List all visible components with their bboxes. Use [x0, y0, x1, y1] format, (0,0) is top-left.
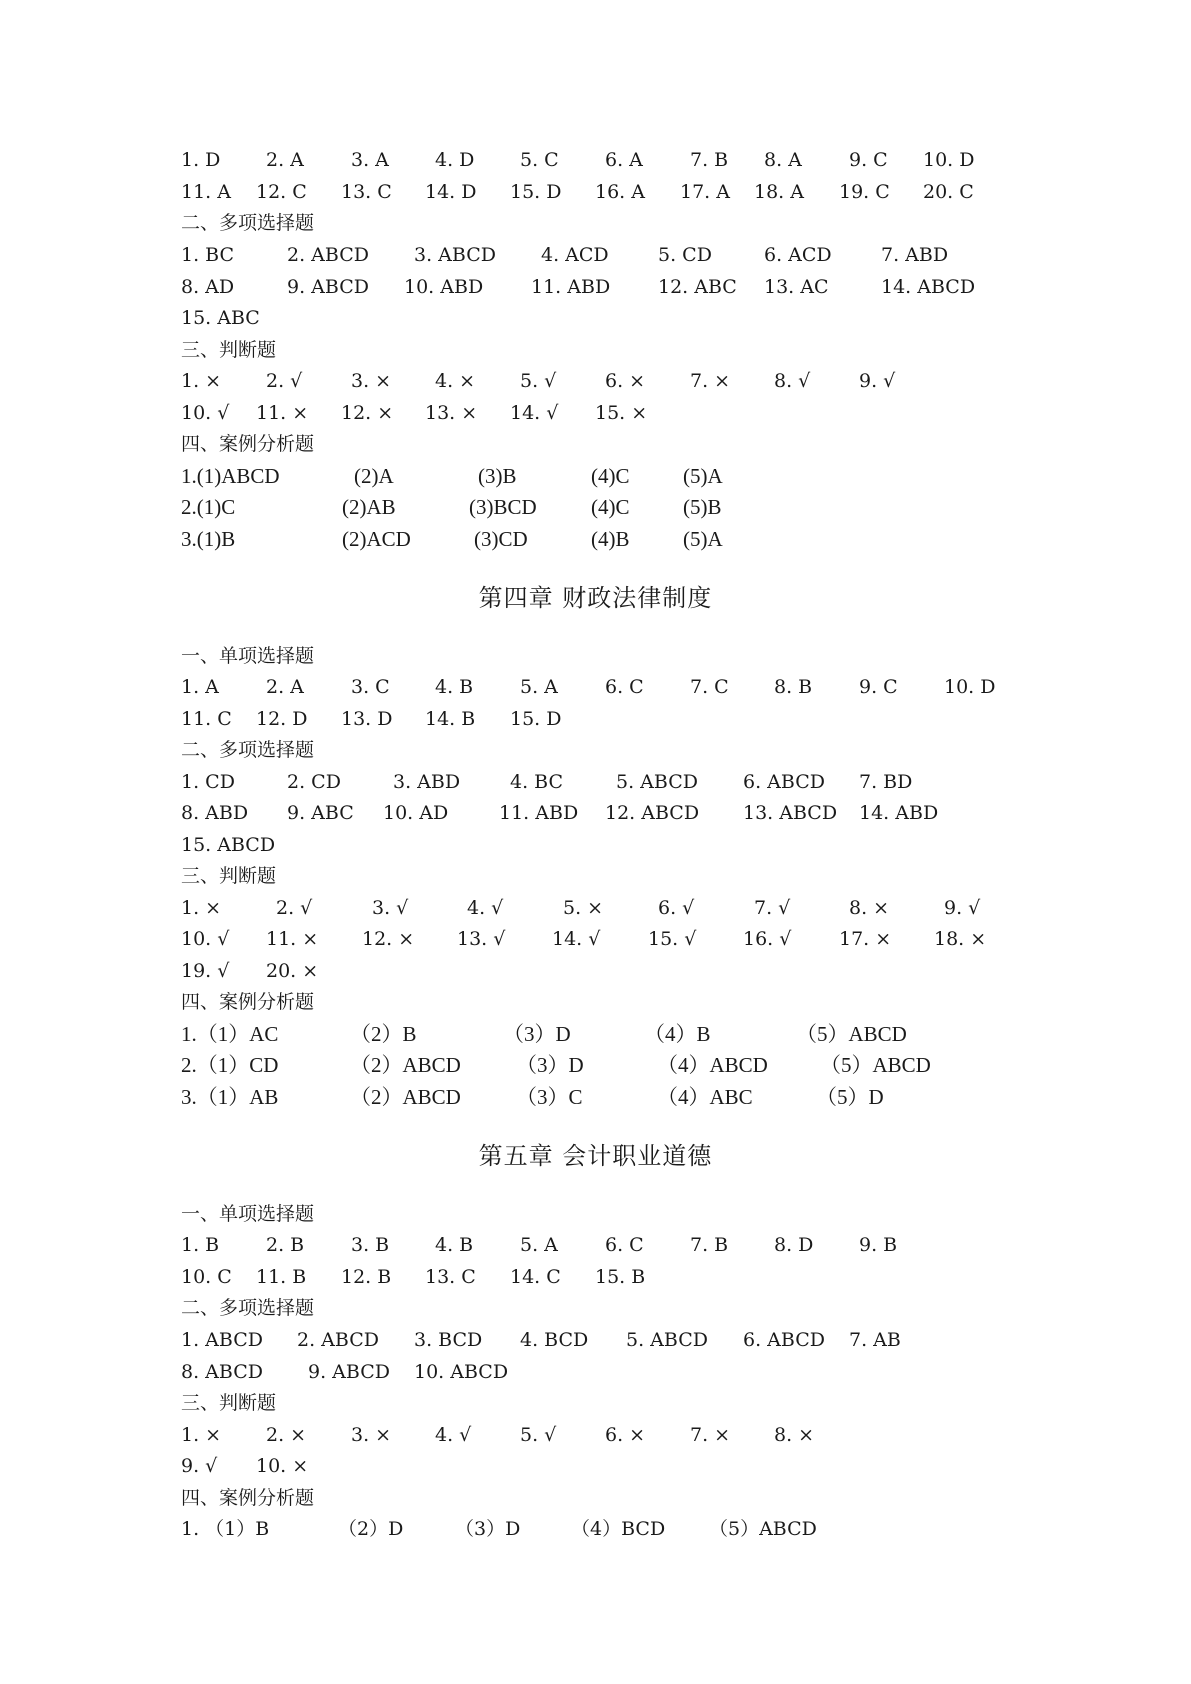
ch5-single-row-2 [0, 1261, 1191, 1293]
answer-item: 16. A [595, 181, 645, 203]
answer-item: 2. × [266, 1424, 307, 1446]
answer-item: 9. √ [181, 1455, 218, 1477]
answer-item: 5. A [520, 1234, 558, 1256]
answer-item: 15. B [595, 1266, 646, 1288]
answer-item: 4. B [435, 676, 474, 698]
answer-item: 10. D [923, 149, 975, 171]
answer-item: 1. BC [181, 244, 235, 266]
answer-item: 16. √ [743, 928, 792, 950]
answer-item: 13. ABCD [743, 802, 838, 824]
answer-item: 13. AC [764, 276, 829, 298]
ch5-case-row-1 [0, 1513, 1191, 1545]
answer-item: 4. D [435, 149, 475, 171]
answer-item: （5）ABCD [709, 1518, 817, 1540]
ch3-case-row-2 [0, 491, 1191, 523]
answer-item: 10. AD [383, 802, 449, 824]
answer-item: 10. ABD [404, 276, 484, 298]
answer-item: （5）ABCD [820, 1053, 931, 1077]
answer-item: 8. ABD [181, 802, 249, 824]
answer-item: （2）ABCD [350, 1053, 461, 1077]
answer-item: 12. B [341, 1266, 392, 1288]
answer-item: (3)BCD [469, 495, 537, 519]
answer-item: 9. √ [859, 370, 896, 392]
answer-item: 1. B [181, 1234, 220, 1256]
answer-item: 2.(1)C [181, 495, 236, 519]
answer-item: 5. C [520, 149, 559, 171]
answer-item: 13. C [425, 1266, 476, 1288]
answer-item: 18. A [754, 181, 804, 203]
answer-item: 1. D [181, 149, 221, 171]
answer-item: 5. CD [658, 244, 712, 266]
ch5-judge-row-1 [0, 1419, 1191, 1451]
answer-item: 6. × [605, 370, 646, 392]
ch4-single-row-2 [0, 703, 1191, 735]
answer-item: 5. × [563, 897, 604, 919]
ch4-multi-heading: 二、多项选择题 [181, 739, 315, 761]
answer-item: 9. √ [944, 897, 981, 919]
answer-item: （2）ABCD [350, 1085, 461, 1109]
answer-item: 11. B [256, 1266, 307, 1288]
answer-item: 1. A [181, 676, 219, 698]
answer-item: 4. √ [467, 897, 504, 919]
answer-item: 3.（1）AB [181, 1085, 279, 1109]
ch3-judge-row-1 [0, 365, 1191, 397]
answer-item: 3. ABD [393, 771, 461, 793]
answer-item: 3. ABCD [414, 244, 496, 266]
answer-item: 2. √ [266, 370, 303, 392]
ch3-case-row-1 [0, 460, 1191, 492]
answer-item: 20. × [266, 960, 319, 982]
ch4-single-row-1 [0, 671, 1191, 703]
answer-item: 9. C [859, 676, 898, 698]
answer-item: 10. C [181, 1266, 232, 1288]
answer-item: 5. ABCD [626, 1329, 708, 1351]
answer-item: 11. ABD [499, 802, 579, 824]
ch5-multi-heading: 二、多项选择题 [181, 1297, 315, 1319]
chapter-4-title: 第四章 财政法律制度 [478, 584, 713, 612]
answer-item: 11. C [181, 708, 232, 730]
answer-item: 20. C [923, 181, 974, 203]
answer-item: (3)B [478, 464, 517, 488]
answer-item: 13. × [425, 402, 478, 424]
ch5-judge-row-2 [0, 1450, 1191, 1482]
answer-item: 12. ABC [658, 276, 737, 298]
answer-item: 13. D [341, 708, 393, 730]
answer-item: 5. √ [520, 1424, 557, 1446]
answer-item: 11. × [266, 928, 319, 950]
answer-item: （4）ABC [657, 1085, 753, 1109]
answer-item: (2)AB [342, 495, 396, 519]
answer-item: 12. × [362, 928, 415, 950]
answer-item: 1. × [181, 370, 222, 392]
answer-item: 11. × [256, 402, 309, 424]
answer-item: 14. ABD [859, 802, 939, 824]
answer-item: 1. × [181, 897, 222, 919]
ch4-multi-row-2 [0, 797, 1191, 829]
ch4-judge-row-3 [0, 955, 1191, 987]
answer-item: 8. × [774, 1424, 815, 1446]
answer-item: 2. A [266, 149, 304, 171]
answer-item: 3. × [351, 370, 392, 392]
answer-item: 10. × [256, 1455, 309, 1477]
answer-item: (4)C [591, 464, 630, 488]
ch4-judge-heading: 三、判断题 [181, 865, 277, 887]
answer-item: （3）D [516, 1053, 584, 1077]
answer-item: 9. ABCD [308, 1361, 390, 1383]
answer-item: 7. √ [754, 897, 791, 919]
answer-item: 3. × [351, 1424, 392, 1446]
answer-item: 4. B [435, 1234, 474, 1256]
answer-item: 2. B [266, 1234, 305, 1256]
answer-item: 1. × [181, 1424, 222, 1446]
answer-item: （4）BCD [571, 1518, 666, 1540]
ch3-single-row-1 [0, 144, 1191, 176]
answer-item: (5)A [683, 527, 723, 551]
answer-item: 15. ABCD [181, 834, 276, 856]
answer-item: 6. A [605, 149, 643, 171]
ch4-judge-row-1 [0, 892, 1191, 924]
answer-item: (2)ACD [342, 527, 411, 551]
answer-item: 11. A [181, 181, 231, 203]
answer-item: 12. ABCD [605, 802, 700, 824]
answer-item: (4)C [591, 495, 630, 519]
answer-item: 7. × [690, 1424, 731, 1446]
ch4-case-row-2 [0, 1049, 1191, 1081]
ch5-single-heading: 一、单项选择题 [181, 1203, 315, 1225]
answer-item: 8. × [849, 897, 890, 919]
chapter-5-title: 第五章 会计职业道德 [478, 1142, 713, 1170]
ch3-multi-row-2 [0, 271, 1191, 303]
ch3-judge-row-2 [0, 397, 1191, 429]
answer-item: 15. D [510, 181, 562, 203]
answer-item: (5)B [683, 495, 722, 519]
answer-item: 1.（1）AC [181, 1022, 279, 1046]
ch5-single-row-1 [0, 1229, 1191, 1261]
answer-item: 9. ABCD [287, 276, 369, 298]
answer-item: 7. B [690, 1234, 729, 1256]
answer-item: 6. × [605, 1424, 646, 1446]
answer-item: 19. √ [181, 960, 230, 982]
answer-item: 2.（1）CD [181, 1053, 279, 1077]
ch5-judge-heading: 三、判断题 [181, 1392, 277, 1414]
answer-item: 2. CD [287, 771, 341, 793]
answer-item: 10. √ [181, 928, 230, 950]
answer-item: 7. × [690, 370, 731, 392]
answer-item: 1.(1)ABCD [181, 464, 280, 488]
ch3-single-row-2 [0, 176, 1191, 208]
answer-item: 3. B [351, 1234, 390, 1256]
answer-item: （5）ABCD [796, 1022, 907, 1046]
ch4-single-heading: 一、单项选择题 [181, 645, 315, 667]
answer-item: 14. ABCD [881, 276, 976, 298]
ch4-judge-row-2 [0, 923, 1191, 955]
answer-item: 15. √ [648, 928, 697, 950]
answer-item: 4. √ [435, 1424, 472, 1446]
ch4-multi-row-3 [0, 829, 1191, 861]
answer-item: 9. C [849, 149, 888, 171]
answer-item: 8. D [774, 1234, 814, 1256]
answer-item: 8. B [774, 676, 813, 698]
ch4-multi-row-1 [0, 766, 1191, 798]
answer-item: 4. ACD [541, 244, 609, 266]
answer-item: 15. ABC [181, 307, 260, 329]
answer-item: (4)B [591, 527, 630, 551]
answer-item: 1. ABCD [181, 1329, 263, 1351]
answer-item: (5)A [683, 464, 723, 488]
answer-item: 4. BCD [520, 1329, 589, 1351]
answer-item: 1. CD [181, 771, 235, 793]
answer-item: 5. A [520, 676, 558, 698]
answer-item: 18. × [934, 928, 987, 950]
answer-item: (2)A [354, 464, 394, 488]
answer-item: 3. BCD [414, 1329, 483, 1351]
answer-item: 14. √ [510, 402, 559, 424]
answer-item: 14. √ [552, 928, 601, 950]
answer-item: 10. ABCD [414, 1361, 509, 1383]
answer-item: 8. AD [181, 276, 235, 298]
answer-item: 2. ABCD [287, 244, 369, 266]
answer-item: （3）C [516, 1085, 583, 1109]
answer-item: 9. ABC [287, 802, 354, 824]
answer-item: 14. D [425, 181, 477, 203]
ch4-case-row-3 [0, 1081, 1191, 1113]
ch3-multi-row-3 [0, 302, 1191, 334]
answer-item: 10. √ [181, 402, 230, 424]
answer-item: 6. ACD [764, 244, 832, 266]
answer-item: （3）D [455, 1518, 521, 1540]
answer-item: 19. C [839, 181, 890, 203]
answer-item: 7. AB [849, 1329, 901, 1351]
answer-item: 3. A [351, 149, 389, 171]
ch5-multi-row-1 [0, 1324, 1191, 1356]
answer-item: 1. （1）B [181, 1518, 270, 1540]
answer-item: 12. D [256, 708, 308, 730]
answer-item: 6. ABCD [743, 1329, 825, 1351]
answer-item: 15. D [510, 708, 562, 730]
ch3-judge-heading: 三、判断题 [181, 339, 277, 361]
answer-item: 8. A [764, 149, 802, 171]
ch3-multi-heading: 二、多项选择题 [181, 212, 315, 234]
answer-item: （4）ABCD [657, 1053, 768, 1077]
answer-item: （2）B [350, 1022, 417, 1046]
ch3-case-heading: 四、案例分析题 [181, 433, 315, 455]
answer-item: 8. √ [774, 370, 811, 392]
answer-item: 2. A [266, 676, 304, 698]
answer-item: 6. ABCD [743, 771, 825, 793]
answer-item: 17. × [839, 928, 892, 950]
ch5-multi-row-2 [0, 1356, 1191, 1388]
answer-item: 6. C [605, 1234, 644, 1256]
answer-item: 7. BD [859, 771, 913, 793]
answer-item: 5. √ [520, 370, 557, 392]
answer-item: 9. B [859, 1234, 898, 1256]
answer-item: 14. B [425, 708, 476, 730]
answer-item: 7. ABD [881, 244, 949, 266]
answer-item: 13. √ [457, 928, 506, 950]
answer-item: 6. C [605, 676, 644, 698]
answer-item: 12. C [256, 181, 307, 203]
answer-item: （5）D [816, 1085, 884, 1109]
answer-item: 12. × [341, 402, 394, 424]
answer-item: 14. C [510, 1266, 561, 1288]
answer-item: 11. ABD [531, 276, 611, 298]
answer-item: （2）D [338, 1518, 404, 1540]
answer-item: 15. × [595, 402, 648, 424]
answer-item: 4. BC [510, 771, 564, 793]
answer-item: 6. √ [658, 897, 695, 919]
answer-item: 17. A [680, 181, 730, 203]
ch3-multi-row-1 [0, 239, 1191, 271]
ch5-case-heading: 四、案例分析题 [181, 1487, 315, 1509]
answer-item: (3)CD [474, 527, 528, 551]
answer-item: 2. √ [276, 897, 313, 919]
answer-item: 2. ABCD [297, 1329, 379, 1351]
answer-item: 3. C [351, 676, 390, 698]
ch3-case-row-3 [0, 523, 1191, 555]
answer-item: （4）B [644, 1022, 711, 1046]
ch4-case-heading: 四、案例分析题 [181, 991, 315, 1013]
answer-item: 7. B [690, 149, 729, 171]
answer-item: 4. × [435, 370, 476, 392]
ch4-case-row-1 [0, 1018, 1191, 1050]
answer-item: 7. C [690, 676, 729, 698]
answer-item: 5. ABCD [616, 771, 698, 793]
answer-item: 3. √ [372, 897, 409, 919]
answer-item: 13. C [341, 181, 392, 203]
answer-item: 8. ABCD [181, 1361, 263, 1383]
answer-item: 10. D [944, 676, 996, 698]
answer-item: （3）D [503, 1022, 571, 1046]
answer-item: 3.(1)B [181, 527, 236, 551]
